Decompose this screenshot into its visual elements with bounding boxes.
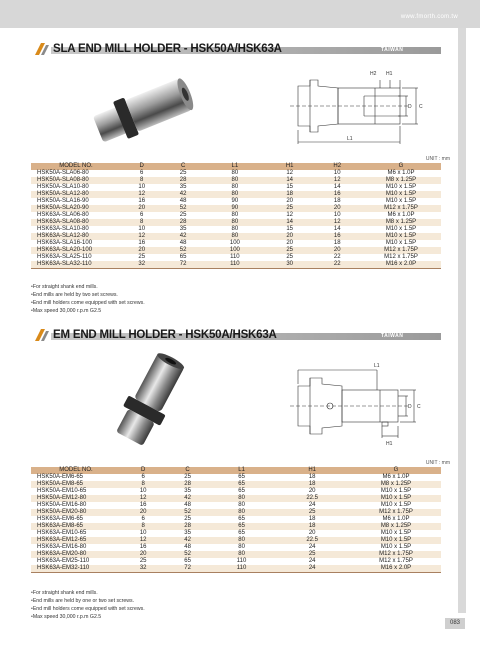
table-cell: 80 [204, 219, 266, 226]
table-cell: 72 [165, 565, 209, 573]
side-bar [458, 28, 466, 613]
page-number: 083 [445, 618, 465, 629]
table-cell: 10 [313, 212, 361, 219]
column-header: G [361, 163, 441, 170]
section-title: SLA END MILL HOLDER - HSK50A/HSK63A [53, 43, 282, 55]
table-cell: 20 [121, 205, 162, 212]
table-cell: 65 [162, 254, 203, 261]
model-number-cell: HSK63A-SLA06-80 [31, 212, 121, 219]
model-number-cell: HSK63A-EM6-65 [31, 516, 121, 523]
table-row [31, 254, 441, 261]
table-cell: 80 [204, 170, 266, 177]
drawing-label-l1: L1 [374, 363, 380, 369]
table-cell: 28 [162, 219, 203, 226]
em-spec-table [31, 467, 441, 573]
table-cell: 25 [266, 205, 314, 212]
table-cell: 20 [273, 530, 351, 537]
table-cell: M10 x 1.5P [361, 226, 441, 233]
table-cell: 6 [121, 170, 162, 177]
table-cell: 10 [121, 488, 165, 495]
table-row [31, 226, 441, 233]
top-banner [0, 0, 480, 28]
table-cell: 65 [210, 488, 274, 495]
table-cell: 80 [204, 212, 266, 219]
table-cell: 28 [165, 523, 209, 530]
table-row [31, 198, 441, 205]
table-cell: 10 [121, 184, 162, 191]
table-cell: M10 x 1.5P [351, 502, 441, 509]
table-cell: 14 [313, 226, 361, 233]
table-cell: M12 x 1.75P [351, 551, 441, 558]
table-row [31, 516, 441, 523]
column-header: MODEL NO. [31, 163, 121, 170]
table-cell: 65 [210, 516, 274, 523]
note-item: • For straight shank end mills. [31, 589, 145, 597]
model-number-cell: HSK63A-SLA32-110 [31, 261, 121, 269]
table-cell: 10 [121, 530, 165, 537]
table-cell: 6 [121, 516, 165, 523]
table-cell: 110 [210, 558, 274, 565]
table-cell: 80 [210, 551, 274, 558]
em-holder-drawing [282, 356, 432, 451]
table-cell: M8 x 1.25P [351, 481, 441, 488]
table-cell: 12 [266, 212, 314, 219]
unit-label: UNIT : mm [425, 460, 450, 466]
drawing-label-h2: H2 [370, 71, 377, 77]
table-row [31, 474, 441, 481]
model-number-cell: HSK50A-SLA08-80 [31, 177, 121, 184]
sla-holder-photo [86, 62, 196, 157]
table-cell: 16 [121, 502, 165, 509]
table-cell: 20 [266, 240, 314, 247]
column-header: H1 [273, 467, 351, 474]
table-cell: 18 [266, 191, 314, 198]
table-cell: 48 [162, 198, 203, 205]
drawing-label-l1: L1 [347, 136, 353, 142]
table-cell: 20 [313, 247, 361, 254]
table-row [31, 177, 441, 184]
table-cell: 110 [210, 565, 274, 573]
model-number-cell: HSK63A-SLA10-80 [31, 226, 121, 233]
model-number-cell: HSK63A-SLA20-100 [31, 247, 121, 254]
note-item: • For straight shank end mills. [31, 283, 145, 291]
table-cell: 8 [121, 481, 165, 488]
note-item: • Max speed 30,000 r.p.m G2.5 [31, 307, 145, 315]
model-number-cell: HSK63A-SLA12-80 [31, 233, 121, 240]
table-cell: M6 x 1.0P [361, 212, 441, 219]
table-cell: 80 [204, 226, 266, 233]
section-tag: TAIWAN [381, 333, 404, 339]
table-cell: 18 [273, 474, 351, 481]
table-cell: 42 [165, 495, 209, 502]
table-cell: 24 [273, 544, 351, 551]
table-cell: 100 [204, 240, 266, 247]
table-cell: 25 [165, 516, 209, 523]
site-url: www.fmorth.com.tw [400, 14, 458, 20]
table-cell: M16 x 2.0P [351, 565, 441, 573]
brand-logo-icon [31, 42, 51, 56]
table-cell: 72 [162, 261, 203, 269]
table-row [31, 502, 441, 509]
sla-spec-table [31, 163, 441, 269]
table-cell: 65 [210, 474, 274, 481]
table-cell: 20 [313, 205, 361, 212]
note-item: • End mill holders come equipped with set screws. [31, 299, 145, 307]
column-header: H2 [313, 163, 361, 170]
table-cell: 25 [266, 247, 314, 254]
table-cell: 20 [121, 509, 165, 516]
table-cell: 18 [273, 516, 351, 523]
table-row [31, 558, 441, 565]
table-cell: 80 [210, 495, 274, 502]
table-cell: 52 [165, 509, 209, 516]
table-cell: M10 x 1.5P [361, 191, 441, 198]
table-cell: 80 [204, 233, 266, 240]
table-cell: 42 [165, 537, 209, 544]
column-header: MODEL NO. [31, 467, 121, 474]
table-cell: M12 x 1.75P [351, 558, 441, 565]
table-cell: 6 [121, 474, 165, 481]
table-cell: 12 [121, 495, 165, 502]
section-title: EM END MILL HOLDER - HSK50A/HSK63A [53, 329, 277, 341]
table-row [31, 488, 441, 495]
table-row [31, 544, 441, 551]
table-row [31, 551, 441, 558]
table-cell: 80 [204, 184, 266, 191]
table-cell: 8 [121, 177, 162, 184]
model-number-cell: HSK63A-EM12-65 [31, 537, 121, 544]
table-cell: M8 x 1.25P [361, 177, 441, 184]
drawing-label-d: D [408, 104, 412, 110]
table-cell: 80 [204, 191, 266, 198]
section-header-em [31, 328, 441, 342]
model-number-cell: HSK63A-EM16-80 [31, 544, 121, 551]
table-header-row [31, 163, 441, 170]
table-row [31, 212, 441, 219]
model-number-cell: HSK50A-SLA10-80 [31, 184, 121, 191]
table-row [31, 495, 441, 502]
table-cell: 52 [162, 247, 203, 254]
drawing-label-c: C [419, 104, 423, 110]
table-cell: 12 [121, 233, 162, 240]
column-header: D [121, 163, 162, 170]
table-cell: 10 [121, 226, 162, 233]
table-row [31, 205, 441, 212]
table-cell: 16 [313, 191, 361, 198]
model-number-cell: HSK50A-EM12-80 [31, 495, 121, 502]
table-cell: 48 [165, 502, 209, 509]
model-number-cell: HSK63A-SLA08-80 [31, 219, 121, 226]
em-holder-photo [95, 350, 205, 450]
table-cell: M10 x 1.5P [351, 544, 441, 551]
table-row [31, 565, 441, 573]
table-cell: 16 [121, 544, 165, 551]
model-number-cell: HSK63A-EM20-80 [31, 551, 121, 558]
note-item: • Max speed 30,000 r.p.m G2.5 [31, 613, 145, 621]
note-item: • End mills are held by two set screws. [31, 291, 145, 299]
table-cell: M8 x 1.25P [361, 219, 441, 226]
table-cell: M10 x 1.5P [351, 488, 441, 495]
model-number-cell: HSK50A-SLA16-90 [31, 198, 121, 205]
drawing-label-d: D [408, 404, 412, 410]
table-row [31, 247, 441, 254]
table-cell: M10 x 1.5P [351, 530, 441, 537]
table-cell: M12 x 1.75P [361, 205, 441, 212]
table-cell: M10 x 1.5P [361, 233, 441, 240]
table-cell: 110 [204, 261, 266, 269]
table-cell: 35 [162, 226, 203, 233]
model-number-cell: HSK63A-EM25-110 [31, 558, 121, 565]
table-cell: 80 [210, 544, 274, 551]
column-header: D [121, 467, 165, 474]
table-cell: 80 [210, 509, 274, 516]
table-cell: 90 [204, 198, 266, 205]
table-cell: 20 [121, 551, 165, 558]
table-cell: 28 [162, 177, 203, 184]
model-number-cell: HSK63A-EM10-65 [31, 530, 121, 537]
table-cell: 25 [162, 170, 203, 177]
table-cell: M10 x 1.5P [351, 495, 441, 502]
model-number-cell: HSK50A-EM20-80 [31, 509, 121, 516]
table-row [31, 261, 441, 269]
table-cell: 20 [266, 233, 314, 240]
table-cell: 80 [204, 177, 266, 184]
table-cell: 18 [313, 240, 361, 247]
table-cell: 14 [313, 184, 361, 191]
table-cell: M12 x 1.75P [361, 247, 441, 254]
table-cell: 42 [162, 191, 203, 198]
table-cell: 6 [121, 212, 162, 219]
table-row [31, 184, 441, 191]
drawing-label-h1: H1 [386, 71, 393, 77]
model-number-cell: HSK63A-SLA25-110 [31, 254, 121, 261]
table-row [31, 530, 441, 537]
table-cell: 22.5 [273, 495, 351, 502]
column-header: C [162, 163, 203, 170]
table-cell: 35 [162, 184, 203, 191]
table-cell: 10 [313, 170, 361, 177]
table-cell: 14 [266, 219, 314, 226]
table-cell: 24 [273, 502, 351, 509]
table-cell: 25 [165, 474, 209, 481]
table-row [31, 481, 441, 488]
model-number-cell: HSK50A-SLA06-80 [31, 170, 121, 177]
model-number-cell: HSK63A-EM32-110 [31, 565, 121, 573]
table-cell: 100 [204, 247, 266, 254]
table-cell: 15 [266, 184, 314, 191]
table-cell: M6 x 1.0P [361, 170, 441, 177]
column-header: L1 [204, 163, 266, 170]
table-cell: 24 [273, 565, 351, 573]
model-number-cell: HSK63A-SLA16-100 [31, 240, 121, 247]
table-cell: 16 [313, 233, 361, 240]
table-cell: 22.5 [273, 537, 351, 544]
table-cell: 80 [210, 502, 274, 509]
table-cell: 18 [313, 198, 361, 205]
model-number-cell: HSK50A-SLA20-90 [31, 205, 121, 212]
table-cell: 16 [121, 198, 162, 205]
table-row [31, 233, 441, 240]
table-cell: 12 [121, 191, 162, 198]
table-header-row [31, 467, 441, 474]
table-cell: 30 [266, 261, 314, 269]
table-row [31, 537, 441, 544]
model-number-cell: HSK50A-SLA12-80 [31, 191, 121, 198]
table-cell: 35 [165, 488, 209, 495]
table-cell: 22 [313, 254, 361, 261]
table-cell: M6 x 1.0P [351, 474, 441, 481]
column-header: L1 [210, 467, 274, 474]
table-cell: 35 [165, 530, 209, 537]
em-notes [31, 589, 145, 621]
table-cell: 24 [273, 558, 351, 565]
table-cell: 25 [121, 558, 165, 565]
drawing-label-c: C [417, 404, 421, 410]
table-cell: M6 x 1.0P [351, 516, 441, 523]
model-number-cell: HSK50A-EM16-80 [31, 502, 121, 509]
table-cell: 8 [121, 219, 162, 226]
table-cell: 25 [273, 551, 351, 558]
model-number-cell: HSK63A-EM8-65 [31, 523, 121, 530]
table-cell: 65 [210, 523, 274, 530]
table-cell: 22 [313, 261, 361, 269]
table-cell: 32 [121, 261, 162, 269]
table-cell: 65 [165, 558, 209, 565]
table-cell: 48 [165, 544, 209, 551]
table-cell: M10 x 1.5P [351, 537, 441, 544]
table-cell: 65 [210, 481, 274, 488]
table-cell: 28 [165, 481, 209, 488]
table-row [31, 509, 441, 516]
table-cell: 20 [273, 488, 351, 495]
table-cell: M12 x 1.75P [361, 254, 441, 261]
table-row [31, 170, 441, 177]
drawing-label-h1: H1 [386, 441, 393, 447]
table-cell: 18 [273, 523, 351, 530]
note-item: • End mills are held by one or two set screws. [31, 597, 145, 605]
table-cell: 12 [266, 170, 314, 177]
table-cell: M12 x 1.75P [351, 509, 441, 516]
table-cell: 25 [266, 254, 314, 261]
table-cell: 25 [162, 212, 203, 219]
table-cell: 15 [266, 226, 314, 233]
note-item: • End mill holders come equipped with set screws. [31, 605, 145, 613]
table-cell: 18 [273, 481, 351, 488]
section-header-sla [31, 42, 441, 56]
table-cell: 80 [210, 537, 274, 544]
table-row [31, 219, 441, 226]
table-cell: 52 [165, 551, 209, 558]
table-cell: 12 [313, 177, 361, 184]
table-cell: 12 [313, 219, 361, 226]
table-row [31, 240, 441, 247]
table-cell: 52 [162, 205, 203, 212]
table-cell: 16 [121, 240, 162, 247]
table-cell: 25 [273, 509, 351, 516]
table-cell: 20 [121, 247, 162, 254]
table-cell: 8 [121, 523, 165, 530]
table-cell: M16 x 2.0P [361, 261, 441, 269]
table-cell: M10 x 1.5P [361, 198, 441, 205]
column-header: G [351, 467, 441, 474]
table-row [31, 191, 441, 198]
section-tag: TAIWAN [381, 47, 404, 53]
model-number-cell: HSK50A-EM6-65 [31, 474, 121, 481]
model-number-cell: HSK50A-EM10-65 [31, 488, 121, 495]
table-cell: 110 [204, 254, 266, 261]
table-cell: 12 [121, 537, 165, 544]
sla-holder-drawing [280, 66, 430, 156]
table-cell: 25 [121, 254, 162, 261]
sla-notes [31, 283, 145, 315]
table-cell: 65 [210, 530, 274, 537]
column-header: H1 [266, 163, 314, 170]
model-number-cell: HSK50A-EM8-65 [31, 481, 121, 488]
table-cell: 20 [266, 198, 314, 205]
column-header: C [165, 467, 209, 474]
brand-logo-icon [31, 328, 51, 342]
table-cell: 14 [266, 177, 314, 184]
table-cell: 90 [204, 205, 266, 212]
table-cell: M10 x 1.5P [361, 184, 441, 191]
unit-label: UNIT : mm [425, 156, 450, 162]
table-cell: 42 [162, 233, 203, 240]
table-cell: M8 x 1.25P [351, 523, 441, 530]
table-cell: 48 [162, 240, 203, 247]
table-row [31, 523, 441, 530]
table-cell: M10 x 1.5P [361, 240, 441, 247]
table-cell: 32 [121, 565, 165, 573]
